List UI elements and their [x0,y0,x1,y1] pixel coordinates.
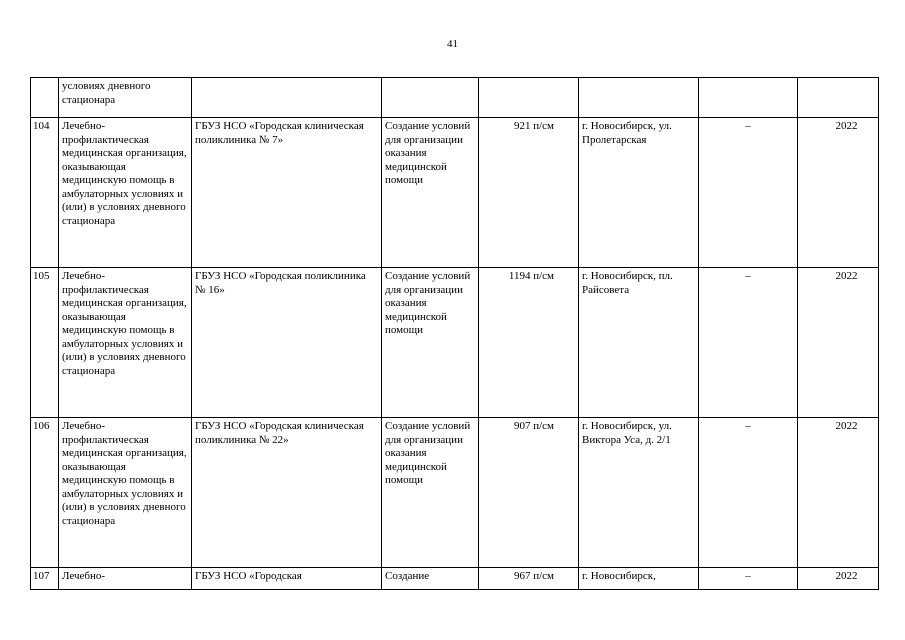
cell-action: Создание [382,568,479,590]
cell-address: г. Новосибирск, пл. Райсовета [579,268,699,418]
table-row [31,118,879,268]
cell-type: Лечебно-профилактическая медицинская организация, оказывающая медицинскую помощь в амбулаторных условиях и (или) в условиях дневного стационара [59,268,192,418]
cell-type: условиях дневного стационара [59,78,192,118]
cell-year [798,78,879,118]
cell-name [192,78,382,118]
cell-name: ГБУЗ НСО «Городская клиническая поликлиника № 7» [192,118,382,268]
page-number: 41 [447,38,458,50]
cell-year: 2022 [798,268,879,418]
cell-num [31,78,59,118]
cell-extra [699,78,798,118]
cell-type: Лечебно- [59,568,192,590]
cell-capacity: 1194 п/см [479,268,579,418]
cell-name: ГБУЗ НСО «Городская клиническая поликлиника № 22» [192,418,382,568]
table-row [31,568,879,590]
cell-address: г. Новосибирск, ул. Пролетарская [579,118,699,268]
cell-name: ГБУЗ НСО «Городская поликлиника № 16» [192,268,382,418]
cell-num: 107 [31,568,59,590]
cell-action: Создание условий для организации оказания медицинской помощи [382,418,479,568]
table-row [31,268,879,418]
cell-action: Создание условий для организации оказания медицинской помощи [382,268,479,418]
cell-capacity: 921 п/см [479,118,579,268]
cell-num: 104 [31,118,59,268]
cell-capacity: 967 п/см [479,568,579,590]
table-row [31,78,879,118]
cell-year: 2022 [798,418,879,568]
cell-address [579,78,699,118]
cell-num: 105 [31,268,59,418]
cell-capacity [479,78,579,118]
cell-type: Лечебно-профилактическая медицинская организация, оказывающая медицинскую помощь в амбулаторных условиях и (или) в условиях дневного стационара [59,418,192,568]
cell-action [382,78,479,118]
cell-year: 2022 [798,118,879,268]
cell-extra: – [699,118,798,268]
table-row [31,418,879,568]
cell-capacity: 907 п/см [479,418,579,568]
cell-extra: – [699,568,798,590]
cell-year: 2022 [798,568,879,590]
cell-num: 106 [31,418,59,568]
cell-type: Лечебно-профилактическая медицинская организация, оказывающая медицинскую помощь в амбулаторных условиях и (или) в условиях дневного стационара [59,118,192,268]
facilities-table [30,77,879,590]
cell-address: г. Новосибирск, ул. Виктора Уса, д. 2/1 [579,418,699,568]
cell-address: г. Новосибирск, [579,568,699,590]
cell-action: Создание условий для организации оказания медицинской помощи [382,118,479,268]
cell-extra: – [699,418,798,568]
cell-extra: – [699,268,798,418]
cell-name: ГБУЗ НСО «Городская [192,568,382,590]
